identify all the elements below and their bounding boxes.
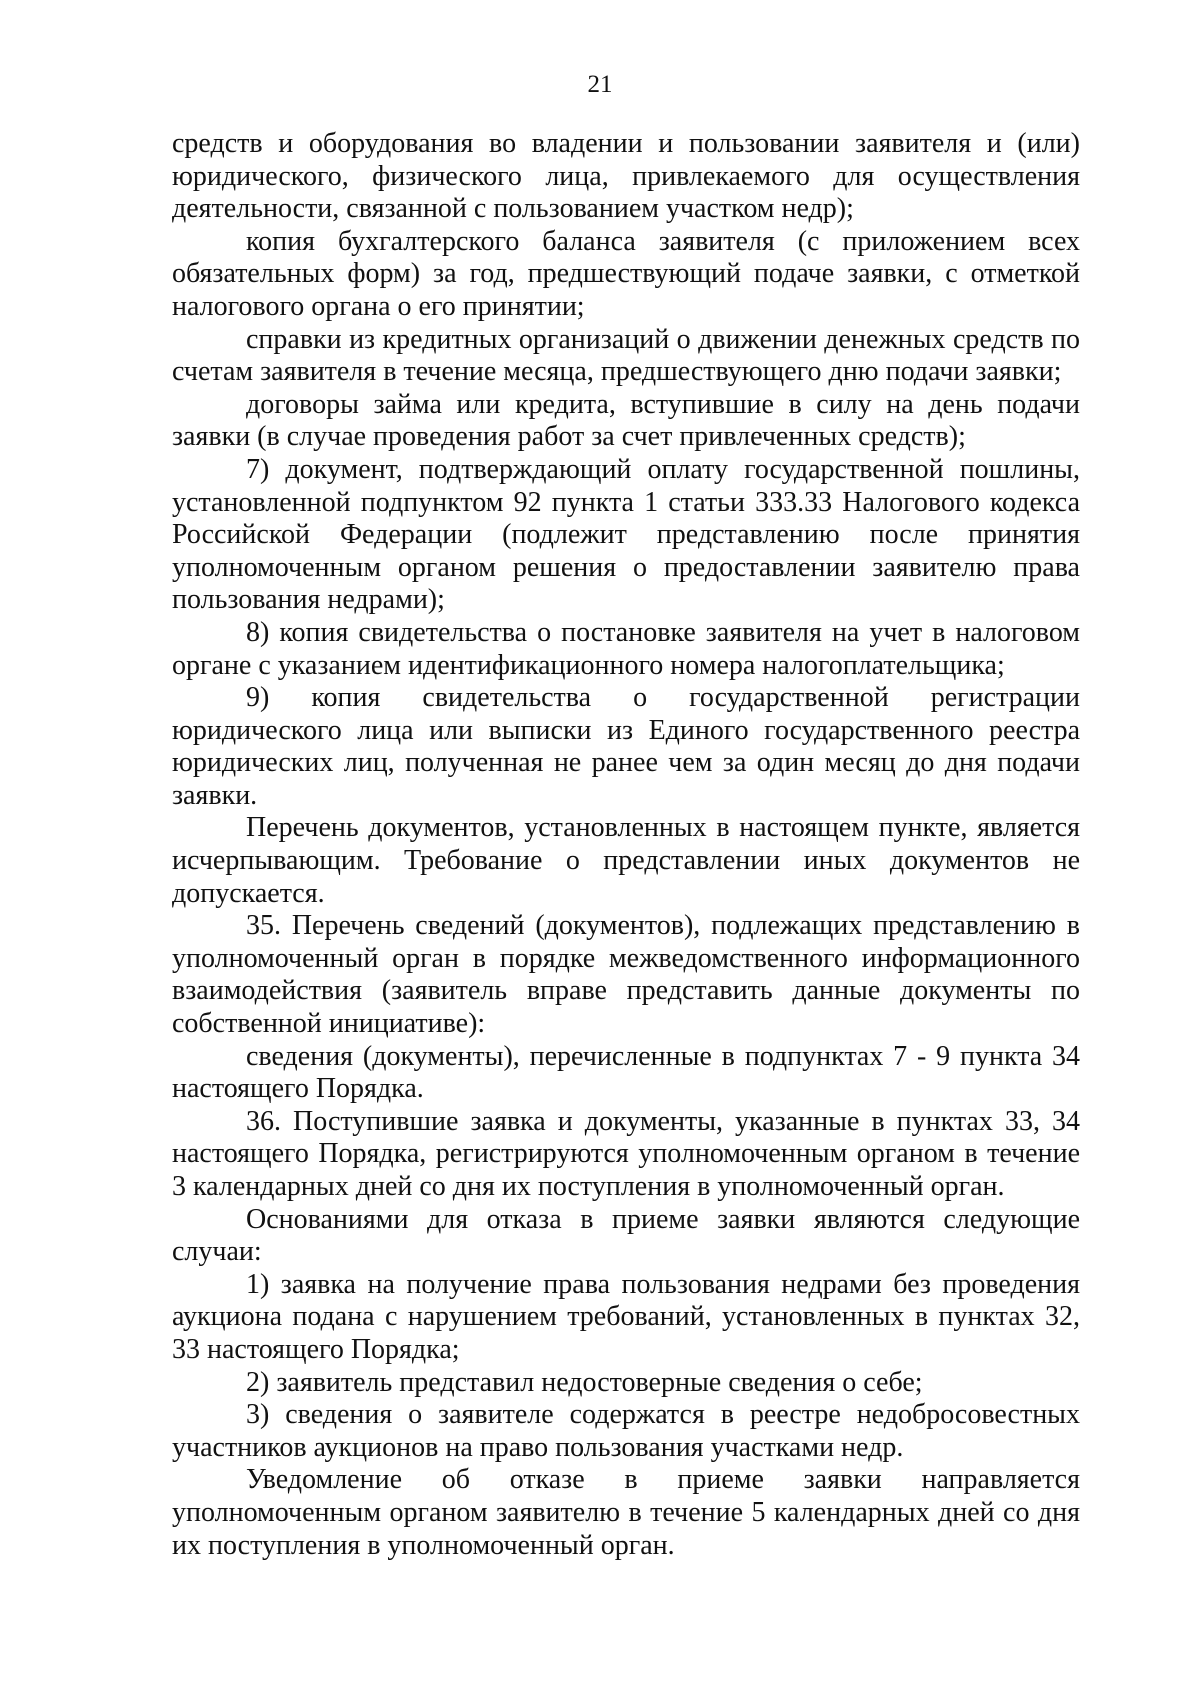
paragraph: средств и оборудования во владении и пользовании заявителя и (или) юридического, физического лица, привлекаемого для осуществления деятельности, связанной с пользованием участком недр); bbox=[172, 128, 1080, 225]
paragraph: сведения (документы), перечисленные в подпунктах 7 - 9 пункта 34 настоящего Порядка. bbox=[172, 1040, 1080, 1105]
paragraph: 35. Перечень сведений (документов), подлежащих представлению в уполномоченный орган в порядке межведомственного информационного взаимодействия (заявитель вправе представить данные документы по собственной инициативе): bbox=[172, 910, 1080, 1040]
paragraph: 7) документ, подтверждающий оплату государственной пошлины, установленной подпунктом 92 пункта 1 статьи 333.33 Налогового кодекса Российской Федерации (подлежит представлению после принятия уполномоченным органом решения о предоставлении заявителю права пользования недрами); bbox=[172, 453, 1080, 616]
paragraph: копия бухгалтерского баланса заявителя (с приложением всех обязательных форм) за год, предшествующий подаче заявки, с отметкой налогового органа о его принятии; bbox=[172, 225, 1080, 322]
paragraph: Основаниями для отказа в приеме заявки являются следующие случаи: bbox=[172, 1203, 1080, 1268]
paragraph: Перечень документов, установленных в настоящем пункте, является исчерпывающим. Требование о представлении иных документов не допускается. bbox=[172, 812, 1080, 909]
paragraph: 36. Поступившие заявка и документы, указанные в пунктах 33, 34 настоящего Порядка, регистрируются уполномоченным органом в течение 3 календарных дней со дня их поступления в уполномоченный орган. bbox=[172, 1105, 1080, 1202]
document-body bbox=[172, 128, 1080, 1562]
page-number: 21 bbox=[587, 71, 613, 98]
paragraph: 9) копия свидетельства о государственной регистрации юридического лица или выписки из Единого государственного реестра юридических лиц, полученная не ранее чем за один месяц до дня подачи заявки. bbox=[172, 682, 1080, 811]
paragraph: справки из кредитных организаций о движении денежных средств по счетам заявителя в течение месяца, предшествующего дню подачи заявки; bbox=[172, 323, 1080, 388]
paragraph: договоры займа или кредита, вступившие в силу на день подачи заявки (в случае проведения работ за счет привлеченных средств); bbox=[172, 388, 1080, 453]
paragraph: 8) копия свидетельства о постановке заявителя на учет в налоговом органе с указанием идентификационного номера налогоплательщика; bbox=[172, 616, 1080, 681]
paragraph: Уведомление об отказе в приеме заявки направляется уполномоченным органом заявителю в течение 5 календарных дней со дня их поступления в уполномоченный орган. bbox=[172, 1464, 1080, 1561]
paragraph: 1) заявка на получение права пользования недрами без проведения аукциона подана с нарушением требований, установленных в пунктах 32, 33 настоящего Порядка; bbox=[172, 1268, 1080, 1365]
paragraph: 2) заявитель представил недостоверные сведения о себе; bbox=[246, 1366, 923, 1398]
paragraph: 3) сведения о заявителе содержатся в реестре недобросовестных участников аукционов на право пользования участками недр. bbox=[172, 1399, 1080, 1463]
